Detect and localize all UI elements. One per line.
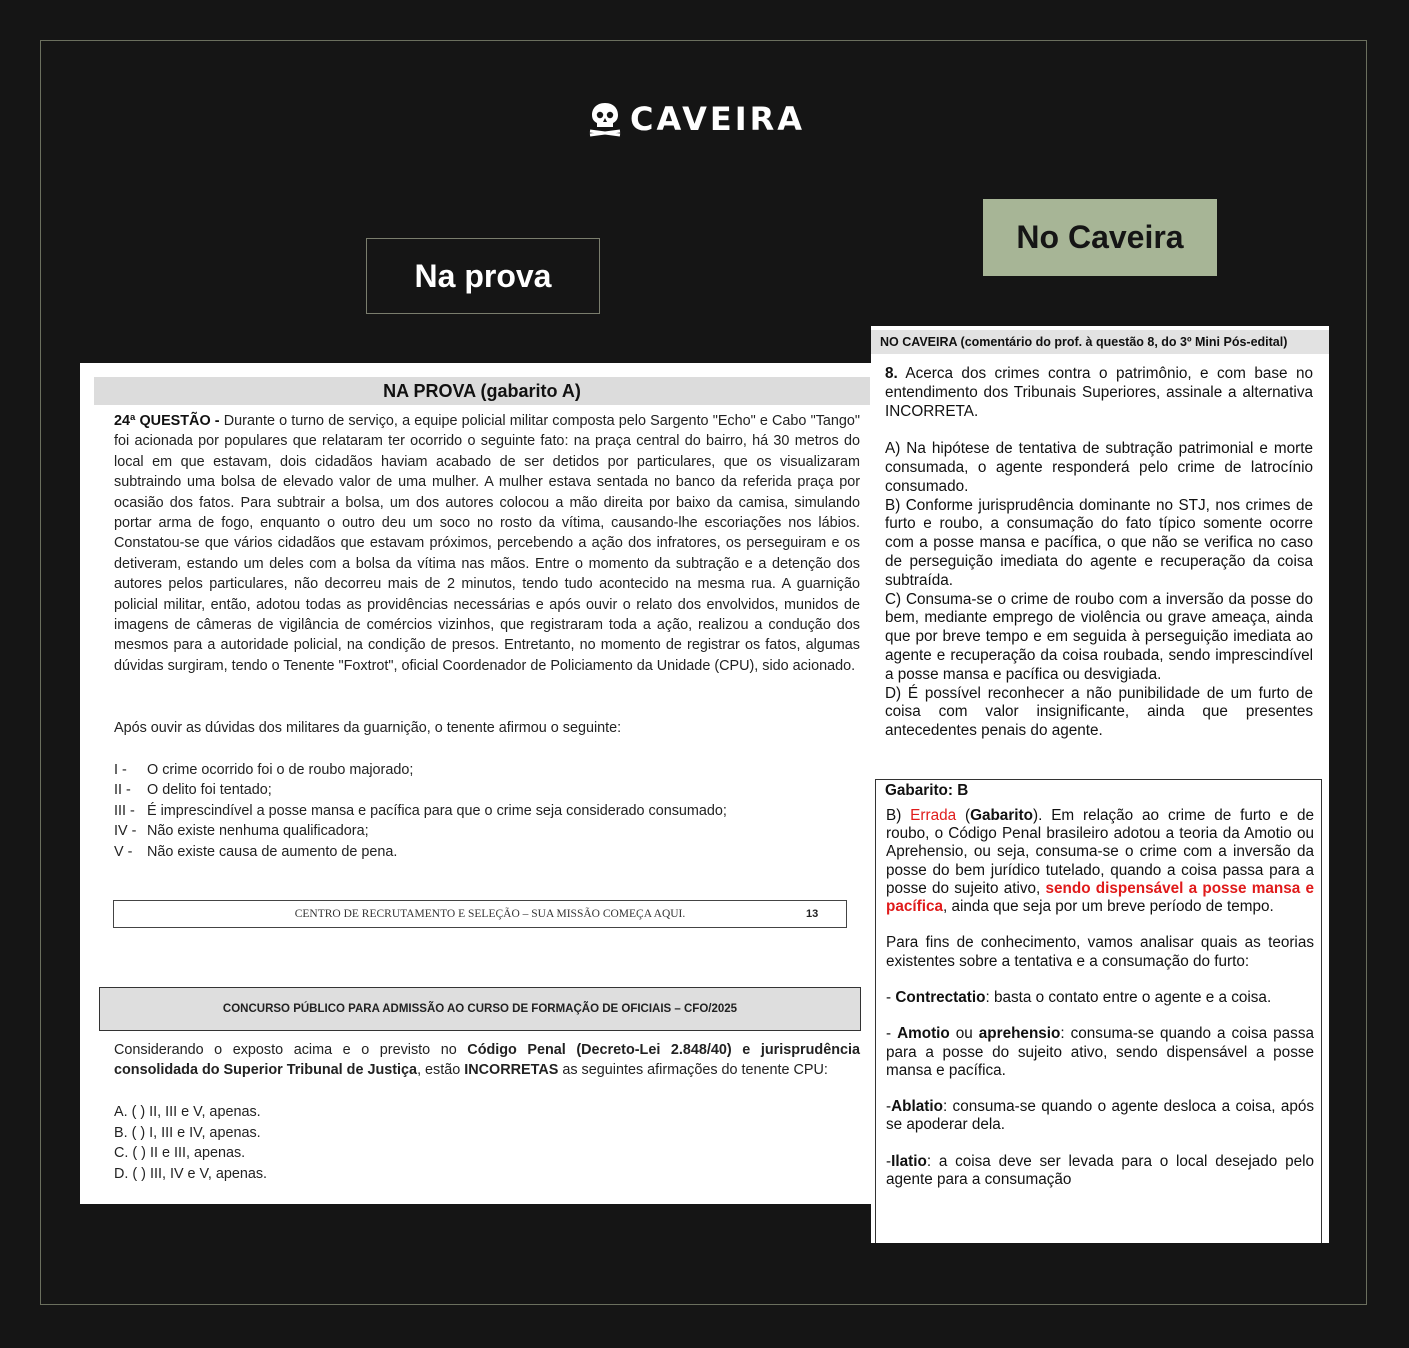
after-text: Após ouvir as dúvidas dos militares da guarnição, o tenente afirmou o seguinte:	[114, 720, 622, 736]
exam-panel	[80, 363, 872, 1204]
list-item: IV - Não existe nenhuma qualificadora;	[114, 823, 369, 840]
question-label: 24ª QUESTÃO -	[114, 413, 220, 429]
page-number: 13	[806, 908, 819, 920]
consider-text: Considerando o exposto acima e o previsto no Código Penal (Decreto-Lei 2.848/40) e jurisprudência consolidada do Superior Tribunal de Justiça, estão INCORRETAS as seguintes afirmações do tenente CPU:	[114, 1042, 860, 1079]
alternative-c: C) Consuma-se o crime de roubo com a inversão da posse do bem, mediante emprego de violência ou grave ameaça, ainda que por breve tempo e em seguida à perseguição imediata ao agente e recuperação da coisa roubada, sendo imprescindível a posse mansa e pacífica ou desvigiada.	[885, 590, 1313, 683]
brand-name: CAVEIRA	[630, 100, 806, 138]
statement-list	[114, 760, 727, 862]
list-item: V - Não existe causa de aumento de pena.	[114, 843, 398, 860]
option-a: A. ( ) II, III e V, apenas.	[114, 1104, 261, 1120]
skull-icon	[588, 101, 622, 137]
exam-header: NA PROVA (gabarito A)	[94, 377, 870, 405]
brand-logo	[588, 100, 805, 138]
list-item: II - O delito foi tentado;	[114, 782, 272, 799]
caveira-question: 8. Acerca dos crimes contra o patrimônio, e com base no entendimento dos Tribunais Superiores, assinale a alternativa INCORRETA. A) Na hipótese de tentativa de subtração patrimonial e morte consumada, o agente responderá pelo crime de latrocínio consumado. B) Conforme jurisprudência dominante no STJ, nos crimes de furto e roubo, a consumação do fato típico somente ocorre com a posse mansa e pacífica, o que não se verifica no caso de perseguição imediata do agente e recuperação da coisa subtraída. C) Consuma-se o crime de roubo com a inversão da posse do bem, mediante emprego de violência ou grave ameaça, ainda que por breve tempo e em seguida à perseguição imediata ao agente e recuperação da coisa roubada, sendo imprescindível a posse mansa e pacífica ou desvigiada. D) É possível reconhecer a não punibilidade de um furto de coisa com valor insignificante, ainda que presentes antecedentes penais do agente.	[885, 365, 1313, 740]
concurso-header: CONCURSO PÚBLICO PARA ADMISSÃO AO CURSO DE FORMAÇÃO DE OFICIAIS – CFO/2025	[99, 987, 861, 1031]
gabarito-title: Gabarito: B	[885, 782, 969, 799]
option-b: B. ( ) I, III e IV, apenas.	[114, 1124, 261, 1141]
list-item: I - O crime ocorrido foi o de roubo majorado;	[114, 762, 414, 778]
label-no-caveira: No Caveira	[983, 199, 1217, 276]
question-body: Durante o turno de serviço, a equipe policial militar composta pelo Sargento "Echo" e Cabo "Tango" foi acionada por populares que relataram ter ocorrido o seguinte fato: na praça central do bairro, há 30 metros do local em que estavam, dois cidadãos haviam acabado de ser detidos por particulares, que os visualizaram subtraindo uma bolsa de elevado valor de uma mulher. A mulher estava sentada no banco da referida praça por ocasião dos fatos. Para subtrair a bolsa, um dos autores colocou a mão direita por baixo da camisa, simulando portar arma de fogo, enquanto o outro deu um soco no rosto da vítima, causando-lhe escoriações nos lábios. Constatou-se que vários cidadãos que estavam próximos, percebendo a ação dos infratores, os perseguiram e os detiveram, estando um deles com a bolsa da vítima nas mãos. Entre o momento da subtração e a detenção dos autores pelos particulares, não decorreu mais de 2 minutos, tendo tudo acontecido na mesma rua. A guarnição policial militar, então, adotou todas as providências necessárias e após ouvir o relato dos envolvidos, munidos de imagens de câmeras de vigilância de comércios vizinhos, que registraram toda a ação, realizou a condução dos mesmos para a autoridade policial, na condição de presos. Entretanto, no momento de registrar os fatos, algumas dúvidas surgiram, tendo o Tenente "Foxtrot", oficial Coordenador de Policiamento da Unidade (CPU), sido acionado.	[114, 413, 861, 674]
label-na-prova: Na prova	[366, 238, 600, 314]
alternative-b: B) Conforme jurisprudência dominante no STJ, nos crimes de furto e roubo, a consumação do fato típico somente ocorre com a posse mansa e pacífica, o que não se verifica no caso de perseguição imediata do agente e recuperação da coisa subtraída.	[885, 496, 1313, 589]
alternative-d: D) É possível reconhecer a não punibilidade de um furto de coisa com valor insignificante, ainda que presentes antecedentes penais do agente.	[885, 684, 1313, 740]
gabarito-body: B) Errada (Gabarito). Em relação ao crime de furto e de roubo, o Código Penal brasileiro adotou a teoria da Amotio ou Aprehensio, ou seja, consuma-se o crime com a inversão da posse do bem jurídico tutelado, quando a coisa passa para a posse do sujeito ativo, sendo dispensável a posse mansa e pacífica, ainda que seja por um breve período de tempo. Para fins de conhecimento, vamos analisar quais as teorias existentes sobre a tentativa e a consumação do furto: - Contrectatio: basta o contato entre o agente e a coisa. - Amotio ou aprehensio: consuma-se quando a coisa passa para a posse do sujeito ativo, sendo dispensável a posse mansa e pacífica. -Ablatio: consuma-se quando o agente desloca a coisa, após se apoderar dela. -Ilatio: a coisa deve ser levada para o local desejado pelo agente para a consumação	[886, 807, 1314, 1189]
answer-options	[114, 1102, 267, 1185]
footer-text: CENTRO DE RECRUTAMENTO E SELEÇÃO – SUA MISSÃO COMEÇA AQUI.	[294, 908, 686, 920]
gabarito-box	[875, 779, 1322, 1243]
caveira-panel	[871, 326, 1329, 1243]
list-item: III - É imprescindível a posse mansa e pacífica para que o crime seja considerado consumado;	[114, 802, 727, 819]
question-text	[114, 411, 860, 676]
option-c: C. ( ) II e III, apenas.	[114, 1145, 246, 1162]
alternative-a: A) Na hipótese de tentativa de subtração patrimonial e morte consumada, o agente responderá pelo crime de latrocínio consumado.	[885, 440, 1313, 495]
option-d: D. ( ) III, IV e V, apenas.	[114, 1166, 268, 1183]
page-footer	[113, 900, 847, 928]
caveira-header: NO CAVEIRA (comentário do prof. à questão 8, do 3º Mini Pós-edital)	[871, 330, 1329, 354]
